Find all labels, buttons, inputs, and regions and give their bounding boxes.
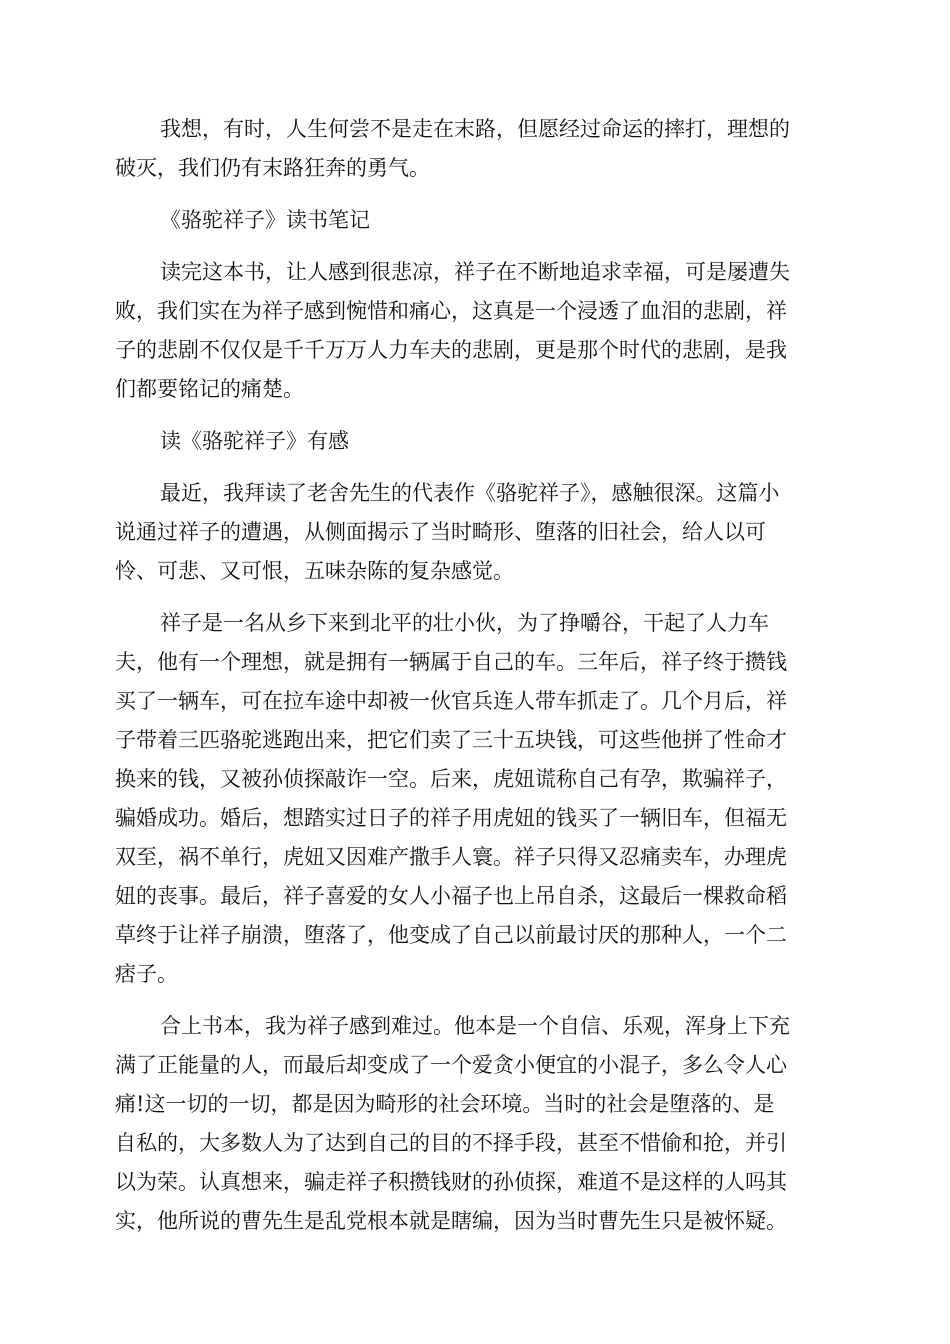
text-line: 买了一辆车，可在拉车途中却被一伙官兵连人带车抓走了。几个月后，祥 <box>115 689 787 713</box>
heading-2 <box>115 422 840 461</box>
text-line: 痛!这一切的一切，都是因为畸形的社会环境。当时的社会是堕落的、是 <box>115 1092 775 1116</box>
paragraph-2 <box>115 253 840 409</box>
text-line: 草终于让祥子崩溃，堕落了，他变成了自己以前最讨厌的那种人，一个二 <box>115 923 787 947</box>
paragraph-3 <box>115 474 840 591</box>
text-line: 怜、可悲、又可恨，五味杂陈的复杂感觉。 <box>115 559 514 583</box>
text-line: 读完这本书，让人感到很悲凉，祥子在不断地追求幸福，可是屡遭失 <box>160 260 790 284</box>
document-page <box>115 110 840 1241</box>
heading-1 <box>115 201 840 240</box>
text-line: 夫，他有一个理想，就是拥有一辆属于自己的车。三年后，祥子终于攒钱 <box>115 650 787 674</box>
text-line: 实，他所说的曹先生是乱党根本就是瞎编，因为当时曹先生只是被怀疑。 <box>115 1209 787 1233</box>
paragraph-1 <box>115 110 840 188</box>
text-line: 合上书本，我为祥子感到难过。他本是一个自信、乐观，浑身上下充 <box>160 1014 790 1038</box>
text-line: 子的悲剧不仅仅是千千万万人力车夫的悲剧，更是那个时代的悲剧，是我 <box>115 338 787 362</box>
text-line: 骗婚成功。婚后，想踏实过日子的祥子用虎妞的钱买了一辆旧车，但福无 <box>115 806 787 830</box>
section-heading: 读《骆驼祥子》有感 <box>160 429 349 453</box>
section-heading: 《骆驼祥子》读书笔记 <box>160 208 370 232</box>
text-line: 们都要铭记的痛楚。 <box>115 377 304 401</box>
text-line: 换来的钱，又被孙侦探敲诈一空。后来，虎妞谎称自己有孕，欺骗祥子， <box>115 767 787 791</box>
text-line: 妞的丧事。最后，祥子喜爱的女人小福子也上吊自杀，这最后一棵救命稻 <box>115 884 787 908</box>
text-line: 最近，我拜读了老舍先生的代表作《骆驼祥子》，感触很深。这篇小 <box>160 481 780 505</box>
text-line: 说通过祥子的遭遇，从侧面揭示了当时畸形、堕落的旧社会，给人以可 <box>115 520 766 544</box>
paragraph-4 <box>115 604 840 994</box>
text-line: 满了正能量的人，而最后却变成了一个爱贪小便宜的小混子，多么令人心 <box>115 1053 787 1077</box>
text-line: 子带着三匹骆驼逃跑出来，把它们卖了三十五块钱，可这些他拼了性命才 <box>115 728 787 752</box>
text-line: 痞子。 <box>115 962 178 986</box>
paragraph-5 <box>115 1007 840 1241</box>
text-line: 祥子是一名从乡下来到北平的壮小伙，为了挣嚼谷，干起了人力车 <box>160 611 769 635</box>
text-line: 自私的，大多数人为了达到自己的目的不择手段，甚至不惜偷和抢，并引 <box>115 1131 787 1155</box>
text-line: 我想，有时，人生何尝不是走在末路，但愿经过命运的摔打，理想的 <box>160 117 790 141</box>
text-line: 破灭，我们仍有末路狂奔的勇气。 <box>115 156 430 180</box>
text-line: 双至，祸不单行，虎妞又因难产撒手人寰。祥子只得又忍痛卖车，办理虎 <box>115 845 787 869</box>
text-line: 败，我们实在为祥子感到惋惜和痛心，这真是一个浸透了血泪的悲剧，祥 <box>115 299 787 323</box>
text-line: 以为荣。认真想来，骗走祥子积攒钱财的孙侦探，难道不是这样的人吗其 <box>115 1170 787 1194</box>
